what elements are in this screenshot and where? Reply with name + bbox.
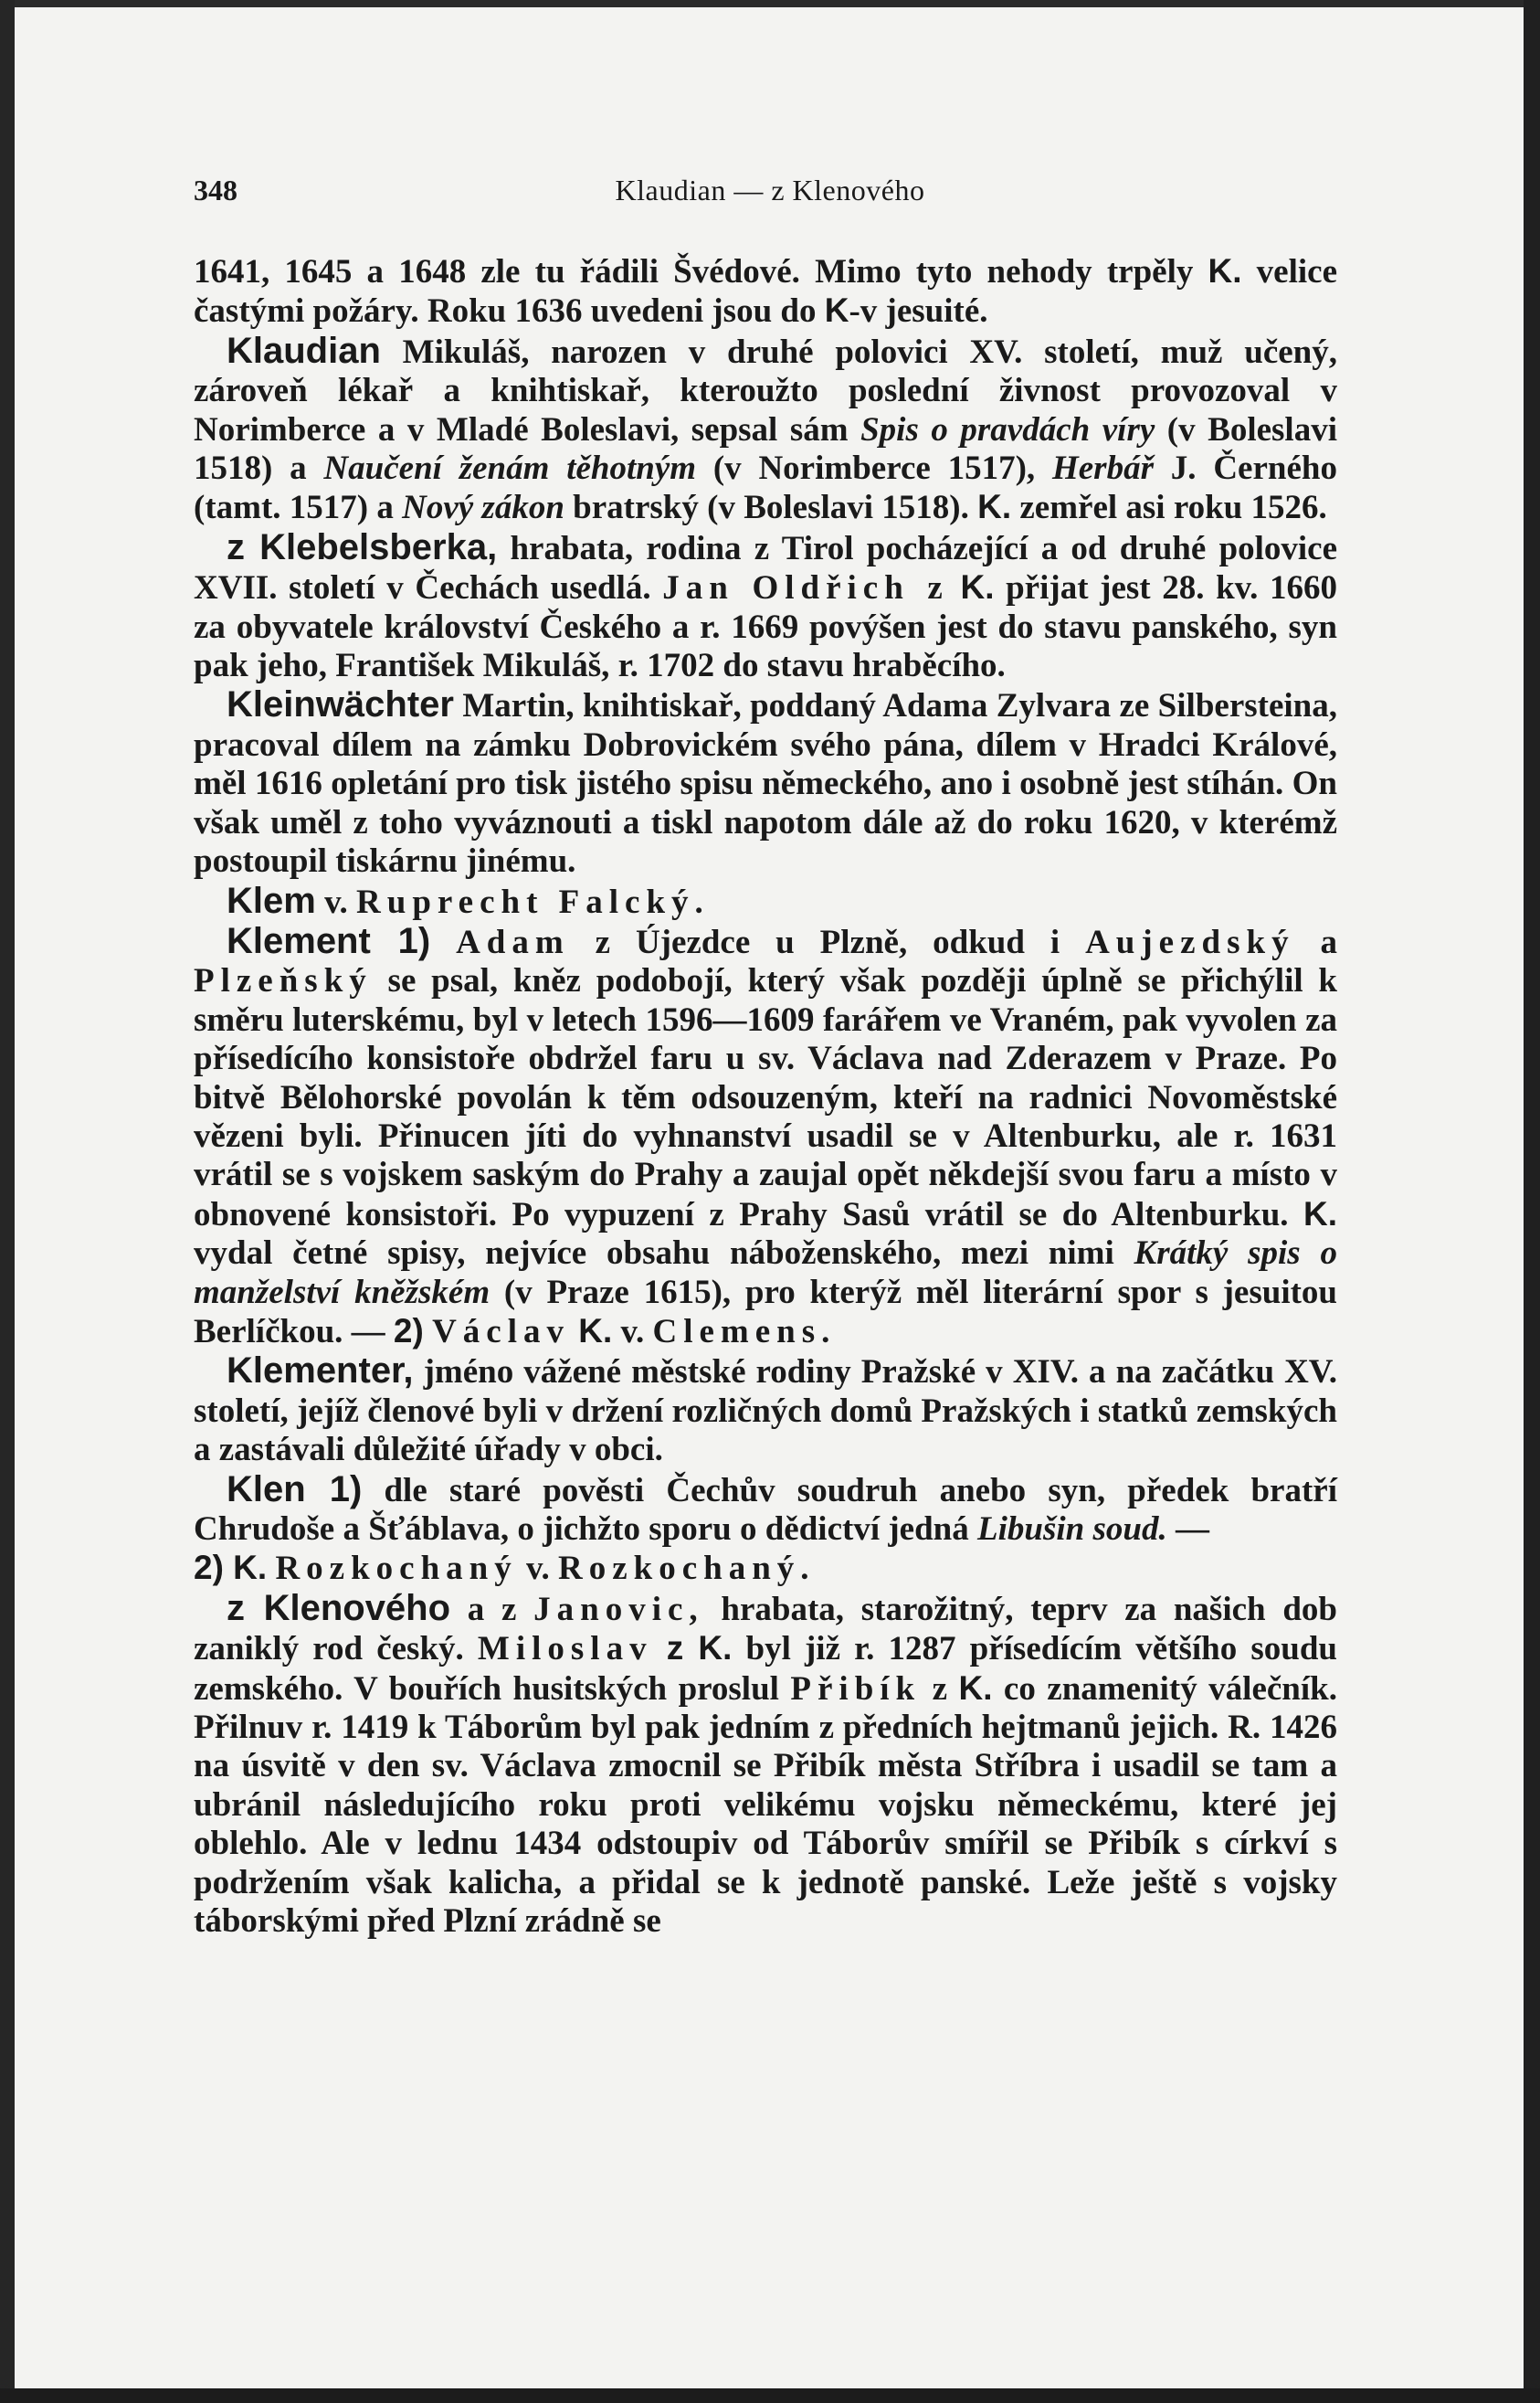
entry-kleinwachter: Kleinwächter Martin, knihtiskař, poddaný Adama Zylvara ze Silbersteina, pracoval dílem na zámku Dobrovickém svého pána, dílem v Hradci Králové, měl 1616 opletání pro tisk jistého spisu německého, ano i osobně jest stíhán. On však uměl z toho vyváznouti a tiskl napotom dále až do roku 1620, v kterémž postoupil tiskárnu jinému. [194, 684, 1337, 881]
running-head: Klaudian — z Klenového [615, 174, 925, 206]
entry-klement: Klement 1) Adam z Újezdce u Plzně, odkud i Aujezdský a Plzeňský se psal, kněz podobojí, který však později úplně se přichýlil k směru luterskému, byl v letech 1596—1609 farářem ve Vraném, pak vyvolen za přísedícího konsistoře obdržel faru u sv. Václava nad Zderazem v Praze. Po bitvě Bělohorské povolán k těm odsouzeným, kteří na radnici Novoměstské vězeni byli. Přinucen jíti do vyhnanství usadil se v Altenburku, ale r. 1631 vrátil se s vojskem saským do Prahy a zaujal opět někdejší svou faru a místo v obnovené konsistoři. Po vypuzení z Prahy Sasů vrátil se do Altenburku. K. vydal četné spisy, nejvíce obsahu náboženského, mezi nimi Krátký spis o manželství kněžském (v Praze 1615), pro kterýž měl literární spor s jesuitou Berlíčkou. — 2) Václav K. v. Clemens. [194, 920, 1338, 1350]
entry-klem: Klem v. Ruprecht Falcký. [227, 880, 710, 921]
entry-klementer: Klementer, jméno vážené městské rodiny Pražské v XIV. a na začátku XV. století, jejíž členové byli v držení rozličných domů Pražských i statků zemských a zastávali důležité úřady v obci. [194, 1350, 1337, 1469]
entry-klebelsberk: z Klebelsberka, hrabata, rodina z Tirol pocházející a od druhé polovice XVII. století v Čechách usedlá. Jan Oldřich z K. přijat jest 28. kv. 1660 za obyvatele království Českého a r. 1669 povýšen jest do stavu panského, syn pak jeho, František Mikuláš, r. 1702 do stavu hraběcího. [194, 526, 1338, 685]
headword: Klement 1) [227, 920, 431, 961]
headword: Klem [227, 880, 316, 921]
headword: Kleinwächter [227, 684, 454, 725]
scan-top-edge [0, 0, 1540, 7]
scan-left-edge [0, 0, 15, 2403]
page-body [194, 252, 1337, 1941]
entry-z-klenoveho: z Klenového a z Janovic, hrabata, starožitný, teprv za našich dob zaniklý rod český. Miloslav z K. byl již r. 1287 přísedícím většího soudu zemského. V bouřích husitských proslul Přibík z K. co znamenitý válečník. Přilnuv r. 1419 k Táborům byl pak jedním z předních hejtmanů jejich. R. 1426 na úsvitě v den sv. Václava zmocnil se Přibík města Stříbra i usadil se tam a ubránil následujícího roku proti velikému vojsku německému, které jej oblehlo. Ale v lednu 1434 odstoupiv od Táborův smířil se Přibík s církví s podržením však kalicha, a přidal se k jednotě panské. Leže ještě s vojsky táborskými před Plzní zrádně se [194, 1587, 1338, 1941]
page-number: 348 [194, 174, 237, 206]
headword: Klaudian [227, 330, 381, 371]
entry-continuation: 1641, 1645 a 1648 zle tu řádili Švédové. Mimo tyto nehody trpěly K. velice častými požáry. Roku 1636 uvedeni jsou do K-v jesuité. [194, 252, 1337, 331]
entry-klaudian: Klaudian Mikuláš, narozen v druhé polovici XV. století, muž učený, zároveň lékař a knihtiskař, kteroužto poslední živnost provozoval v Norimberce a v Mladé Boleslavi, sepsal sám Spis o pravdách víry (v Boleslavi 1518) a Naučení ženám těhotným (v Norimberce 1517), Herbář J. Černého (tamt. 1517) a Nový zákon bratrský (v Boleslavi 1518). K. zemřel asi roku 1526. [194, 330, 1337, 527]
headword: Klen 1) [227, 1468, 363, 1509]
entry-klen: Klen 1) dle staré pověsti Čechův soudruh anebo syn, předek bratří Chrudoše a Šťáblava, o jichžto sporu o dědictví jedná Libušin soud. — 2) K. Rozkochaný v. Rozkochaný. [194, 1468, 1337, 1588]
headword: Klementer, [227, 1350, 414, 1392]
scan-right-edge [1524, 0, 1540, 2403]
scan-bottom-edge [0, 2388, 1540, 2403]
page-header [0, 174, 1540, 219]
headword: z Klenového [227, 1587, 451, 1628]
headword: z Klebelsberka, [227, 526, 498, 567]
